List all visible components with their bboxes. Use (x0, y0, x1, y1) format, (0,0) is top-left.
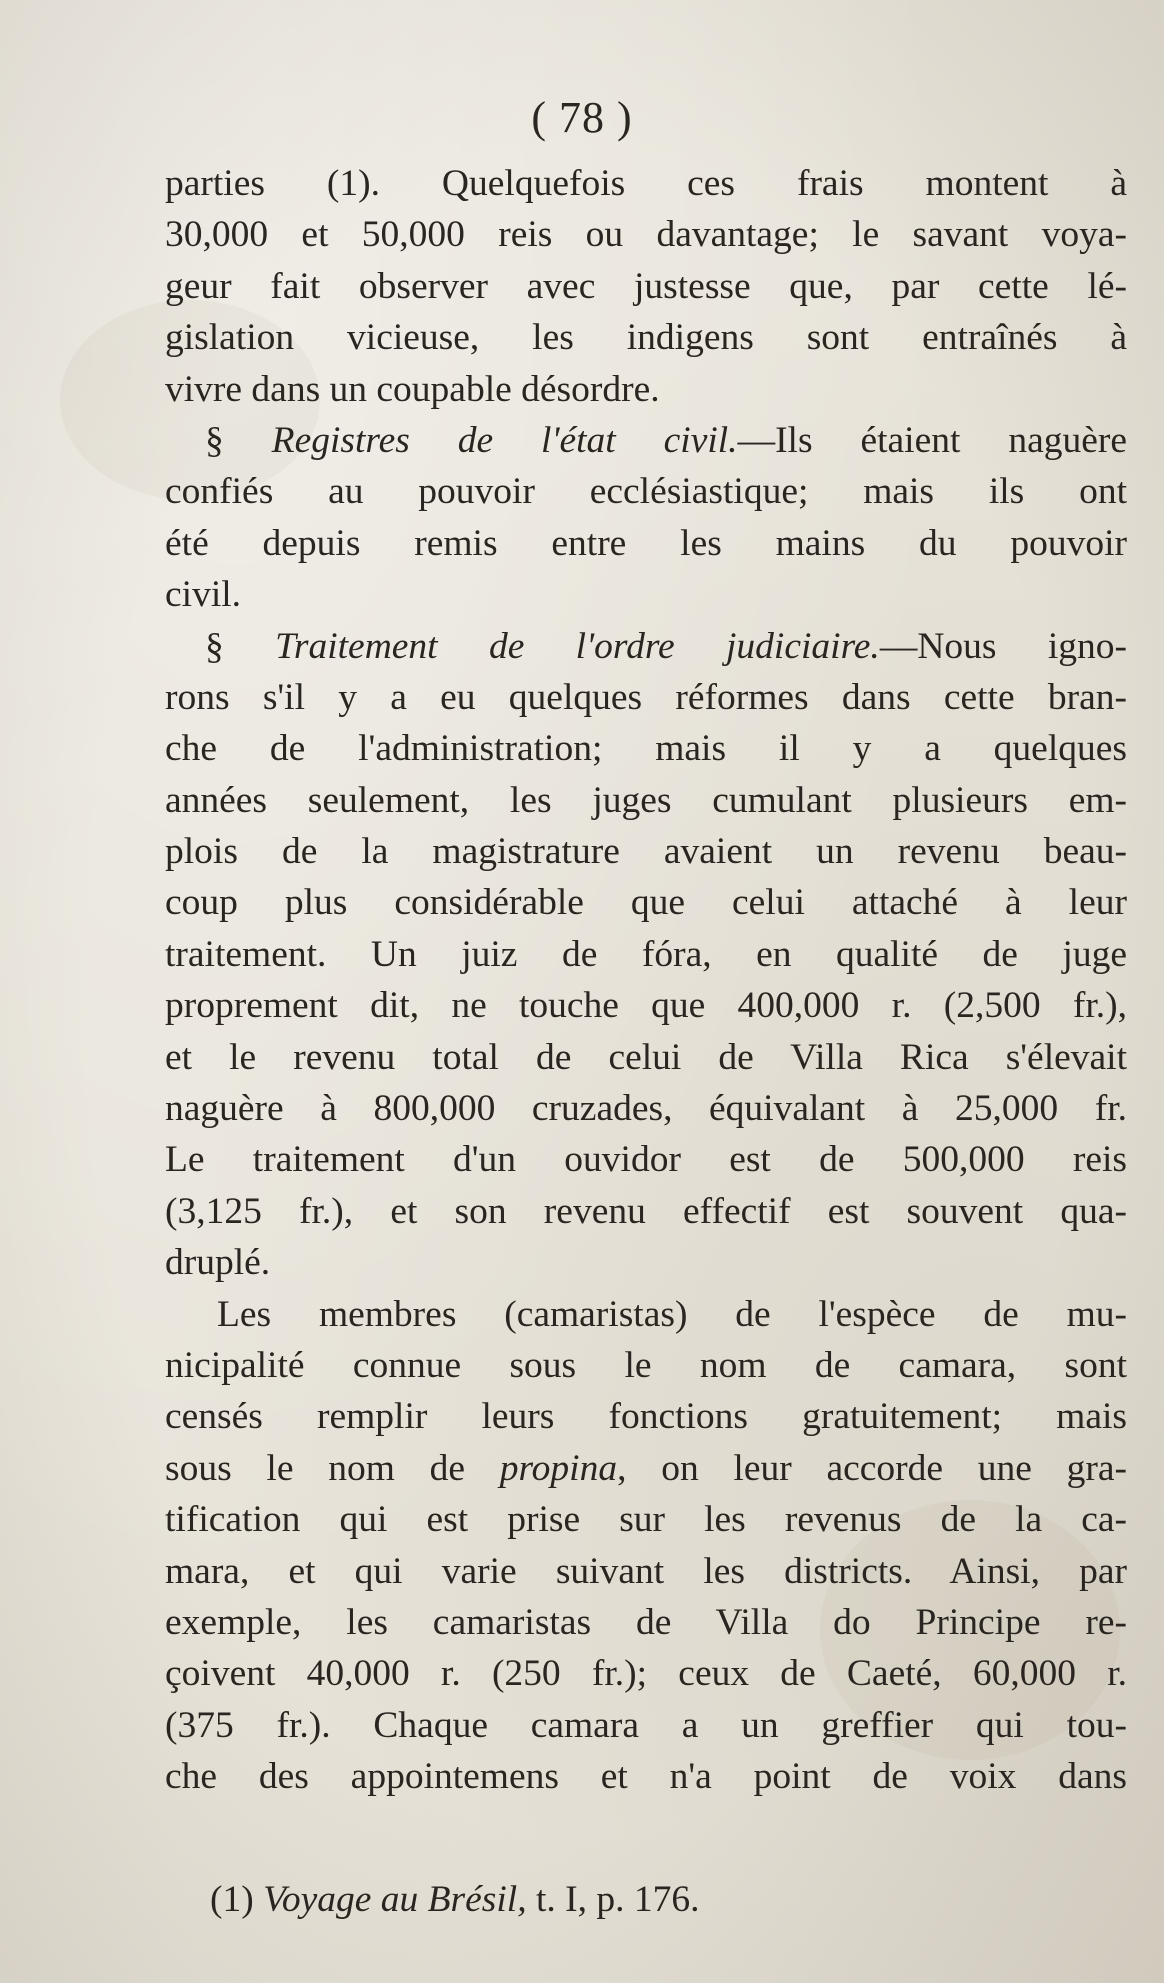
text-line (165, 929, 1127, 980)
text-segment: che de l'administration; mais il y a quelques (165, 728, 1127, 770)
text-segment: —Ils étaient naguère (737, 419, 1127, 461)
text-line (165, 980, 1127, 1031)
text-segment: druplé. (165, 1242, 271, 1284)
text-line (165, 1340, 1127, 1391)
text-line (165, 621, 1127, 672)
text-segment: confiés au pouvoir ecclésiastique; mais ils ont (165, 471, 1127, 513)
text-line (165, 1494, 1127, 1545)
text-segment: gislation vicieuse, les indigens sont entraînés à (165, 317, 1127, 359)
text-segment: été depuis remis entre les mains du pouvoir (165, 522, 1127, 564)
text-line (165, 158, 1127, 209)
text-segment: coup plus considérable que celui attaché à leur (165, 882, 1127, 924)
text-line (165, 1083, 1127, 1134)
text-line (165, 672, 1127, 723)
text-line (165, 569, 1127, 620)
text-line (165, 1134, 1127, 1185)
text-segment: sous le nom de (165, 1447, 500, 1489)
text-line (165, 466, 1127, 517)
text-line (165, 775, 1127, 826)
text-segment: § (205, 625, 276, 667)
text-segment: , on leur accorde une gra- (617, 1447, 1127, 1489)
text-segment: —Nous igno- (879, 625, 1127, 667)
text-line (165, 312, 1127, 363)
text-line (165, 1700, 1127, 1751)
footnote (210, 1875, 910, 1925)
text-line (165, 1597, 1127, 1648)
footnote-marker: (1) (210, 1879, 264, 1920)
footnote-reference: t. I, p. 176. (526, 1879, 700, 1920)
text-line (165, 364, 1127, 415)
text-segment: çoivent 40,000 r. (250 fr.); ceux de Caeté, 60,000 r. (165, 1653, 1127, 1695)
text-line (165, 1032, 1127, 1083)
text-segment: années seulement, les juges cumulant plusieurs em- (165, 779, 1127, 821)
text-line (165, 1751, 1127, 1802)
text-line (165, 1391, 1127, 1442)
text-line (165, 1443, 1127, 1494)
text-segment: tification qui est prise sur les revenus de la ca- (165, 1499, 1127, 1541)
text-line (165, 1289, 1127, 1340)
text-segment: plois de la magistrature avaient un revenu beau- (165, 831, 1127, 873)
text-segment: parties (1). Quelquefois ces frais montent à (165, 163, 1127, 204)
text-segment: et le revenu total de celui de Villa Rica s'élevait (165, 1036, 1127, 1078)
text-line (165, 1186, 1127, 1237)
text-line (165, 518, 1127, 569)
text-segment: nicipalité connue sous le nom de camara, sont (165, 1344, 1127, 1386)
text-line (165, 1546, 1127, 1597)
page-number: ( 78 ) (531, 93, 633, 142)
text-segment: (3,125 fr.), et son revenu effectif est souvent qua- (165, 1190, 1127, 1232)
text-segment: Les membres (camaristas) de l'espèce de mu- (217, 1293, 1127, 1335)
text-line (165, 1237, 1127, 1288)
text-segment: (375 fr.). Chaque camara a un greffier qui tou- (165, 1704, 1127, 1746)
text-segment: vivre dans un coupable désordre. (165, 368, 660, 410)
footnote-title: Voyage au Brésil, (263, 1879, 527, 1920)
text-segment: che des appointemens et n'a point de voix dans (165, 1756, 1127, 1798)
text-line (165, 209, 1127, 260)
text-segment: proprement dit, ne touche que 400,000 r. (2,500 fr.), (165, 985, 1127, 1027)
italic-text: propina (499, 1447, 618, 1489)
text-segment: naguère à 800,000 cruzades, équivalant à 25,000 fr. (165, 1088, 1127, 1130)
italic-text: Traitement de l'ordre judiciaire. (275, 625, 880, 667)
text-segment: mara, et qui varie suivant les districts. Ainsi, par (165, 1550, 1127, 1592)
text-segment: civil. (165, 574, 242, 616)
text-line (165, 1648, 1127, 1699)
text-line (165, 261, 1127, 312)
text-segment: traitement. Un juiz de fóra, en qualité de juge (165, 933, 1127, 975)
text-segment: geur fait observer avec justesse que, par cette lé- (165, 265, 1127, 307)
text-line (165, 877, 1127, 928)
text-segment: § (205, 419, 272, 461)
text-segment: censés remplir leurs fonctions gratuitement; mais (165, 1396, 1127, 1438)
text-segment: exemple, les camaristas de Villa do Principe re- (165, 1601, 1127, 1643)
text-line (165, 723, 1127, 774)
text-segment: Le traitement d'un ouvidor est de 500,000 reis (165, 1139, 1127, 1181)
text-line (165, 415, 1127, 466)
text-segment: 30,000 et 50,000 reis ou davantage; le savant voya- (165, 214, 1127, 256)
italic-text: Registres de l'état civil. (271, 419, 738, 461)
text-line (165, 826, 1127, 877)
text-segment: rons s'il y a eu quelques réformes dans cette bran- (165, 676, 1127, 718)
body-text (165, 158, 1127, 1803)
